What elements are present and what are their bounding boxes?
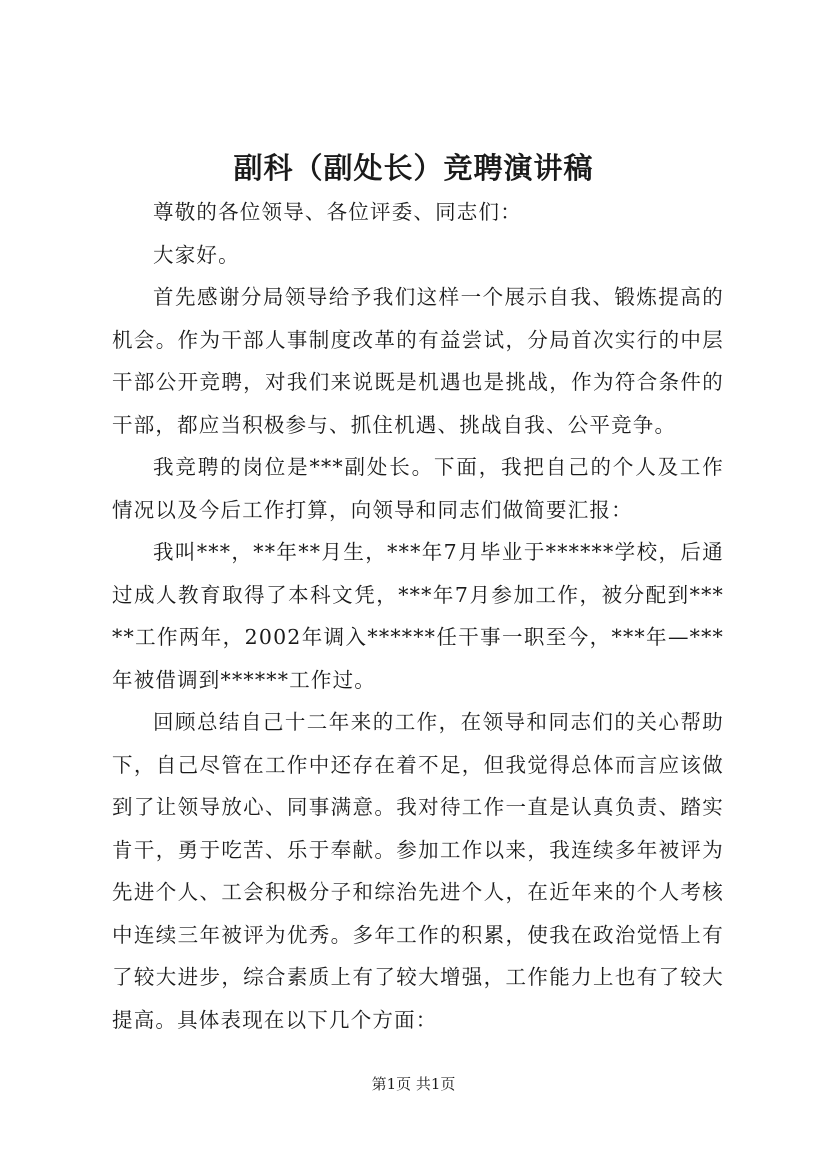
document-body (112, 191, 724, 1041)
paragraph-position: 我竞聘的岗位是***副处长。下面，我把自己的个人及工作情况以及今后工作打算，向领导和同志们做简要汇报： (112, 455, 724, 522)
paragraph-salutation: 尊敬的各位领导、各位评委、同志们： (153, 200, 522, 224)
paragraph-opening: 首先感谢分局领导给予我们这样一个展示自我、锻炼提高的机会。作为干部人事制度改革的有益尝试，分局首次实行的中层干部公开竞聘，对我们来说既是机遇也是挑战，作为符合条件的干部，都应当积极参与、抓住机遇、挑战自我、公平竞争。 (112, 285, 724, 437)
document-title: 副科（副处长）竞聘演讲稿 (233, 151, 594, 185)
page-footer: 第1页 共1页 (371, 1075, 456, 1093)
paragraph-review: 回顾总结自己十二年来的工作，在领导和同志们的关心帮助下，自己尽管在工作中还存在着不足，但我觉得总体而言应该做到了让领导放心、同事满意。我对待工作一直是认真负责、踏实肯干，勇于吃苦、乐于奉献。参加工作以来，我连续多年被评为先进个人、工会积极分子和综治先进个人，在近年来的个人考核中连续三年被评为优秀。多年工作的积累，使我在政治觉悟上有了较大进步，综合素质上有了较大增强，工作能力上也有了较大提高。具体表现在以下几个方面： (112, 710, 724, 1032)
paragraph-personal-info: 我叫***，**年**月生，***年7月毕业于******学校，后通过成人教育取得了本科文凭，***年7月参加工作，被分配到*****工作两年，2002年调入******任干事一职至今，***年—***年被借调到******工作过。 (112, 540, 724, 692)
paragraph-greeting: 大家好。 (153, 242, 240, 267)
